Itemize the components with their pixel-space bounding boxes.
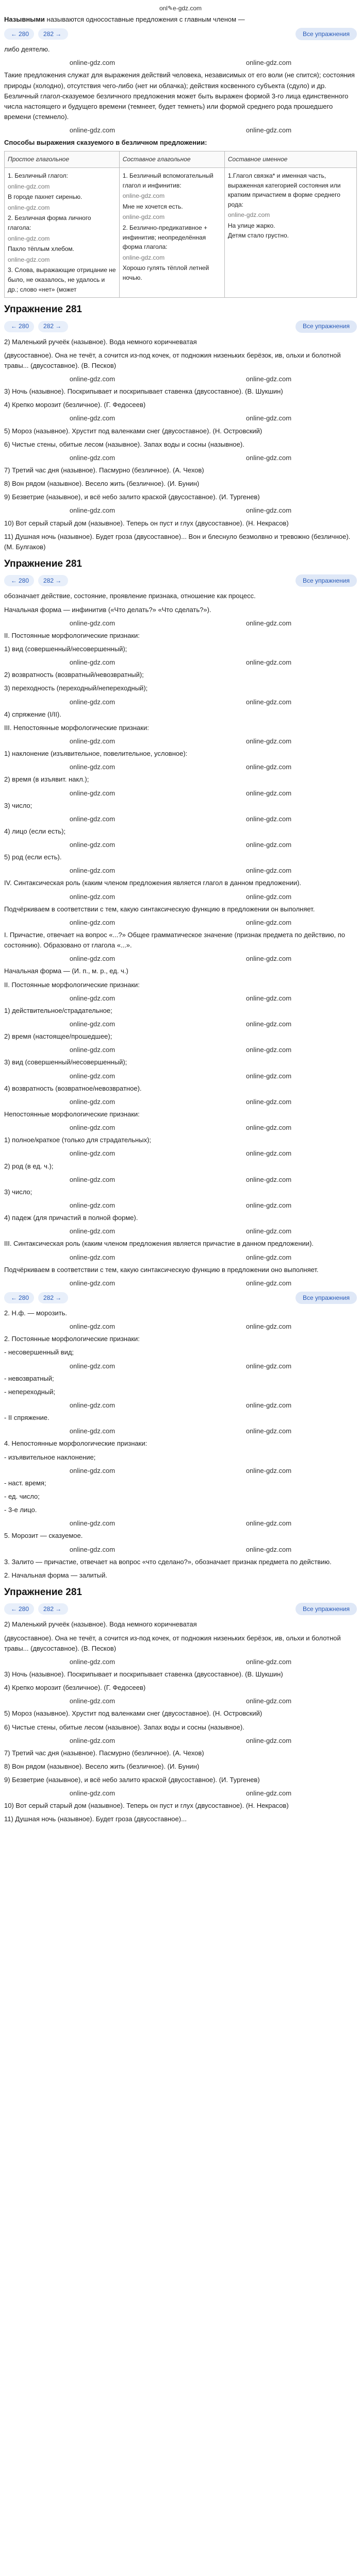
theory-paragraph: Такие предложения служат для выражения действий человека, независимых от его воли (не спится); состояния природы (холодно), отсутствия чего-либо (нет ни облачка); действия косвенного субъекта (сдуло) и др. Безличный глагол-сказуемое безличного предложения может быть выражен формой 3-го лица единственного числа настоящего и будущего времени (темнеет, будет темнеть) или формой среднего рода прошедшего времени (стемнело). [4,71,355,121]
parse-line: Начальная форма — (И. п., м. р., ед. ч.) [4,967,128,975]
parse-line: 2) возвратность (возвратный/невозвратный); [4,671,144,679]
parse-line: 4) спряжение (I/II). [4,710,61,718]
parse-line: 4) возвратность (возвратное/невозвратное). [4,1084,142,1092]
answer-section-2: Упражнение 281 ← 280 282 → Все упражнения 2) Маленький ручеёк (назывное). Вода немного коричневатая (двусоставное). Она не течёт, а сочится из-под кочек, от подножия низеньких берёзок, ив, ольхи и болотной травы... (двусоставное). (В. Песков) online-gdz.com online-gdz.com 3) Ночь (назывное). Поскрипывает и поскрипывает ставенка (двусоставное). (В. Шукшин) 4) Крепко морозит (безличное). (Г. Федосеев) online-gdz.com online-gdz.com 5) Мороз (назывное). Хрустит под валенками снег (двусоставное). (Н. Островский) 6) Чистые стены, обитые лесом (назывное). Запах воды и сосны (назывное). online-gdz.com online-gdz.com 7) Третий час дня (назывное). Пасмурно (безличное). (А. Чехов) 8) Вон рядом (назывное). Весело жить (безличное). (И. Бунин) 9) Безветрие (назывное), и всё небо залито краской (двусоставное). (И. Тургенев) online-gdz.com online-gdz.com 10) Вот серый старый дом (назывное). Теперь он пуст и глух (двусоставное). (Н. Некрасов) 11) Душная ночь (назывное). Будет гроза (двусоставное)... [0,1585,361,1825]
table-header: Составное глагольное [119,151,224,168]
exercise-nav [4,574,357,587]
arrow-left-icon: ← [11,1294,17,1301]
verb-parse-line: - 3-е лицо. [4,1506,37,1514]
site-logo[interactable]: onl✎e-gdz.com [159,5,202,12]
verb-parse-line: 2. Постоянные морфологические признаки: [4,1335,140,1343]
all-exercises-button[interactable]: Все упражнения [296,1292,357,1304]
next-exercise-button[interactable]: 282 → [38,321,68,332]
answer-line: 2) Маленький ручеёк (назывное). Вода немного коричневатая [4,337,197,346]
all-exercises-button[interactable]: Все упражнения [296,320,357,333]
exercise-title: Упражнение 281 [4,304,82,315]
table-header: Составное именное [224,151,356,168]
answer-line: 7) Третий час дня (назывное). Пасмурно (безличное). (А. Чехов) [4,466,204,474]
table-header: Простое глагольное [5,151,120,168]
all-exercises-button[interactable]: Все упражнения [296,574,357,587]
verb-parse-line: - наст. время; [4,1479,46,1487]
prev-exercise-button[interactable]: ← 280 [4,1603,34,1615]
prev-exercise-button[interactable]: ← 280 [4,28,34,40]
answer-line: 9) Безветрие (назывное), и всё небо залито краской (двусоставное). (И. Тургенев) [4,1776,260,1784]
verb-parse-line: - II спряжение. [4,1414,50,1422]
exercise-nav [4,1603,357,1615]
answer-line: 4) Крепко морозит (безличное). (Г. Федосеев) [4,1684,146,1692]
verb-parse-line: 2. Начальная форма — залитый. [4,1571,107,1579]
answer-line: 6) Чистые стены, обитые лесом (назывное). Запах воды и сосны (назывное). [4,440,244,448]
prev-exercise-button[interactable]: ← 280 [4,321,34,332]
answer-line: 5) Мороз (назывное). Хрустит под валенками снег (двусоставное). (Н. Островский) [4,427,262,435]
parse-line: II. Постоянные морфологические признаки: [4,980,140,989]
parse-line: 4) падеж (для причастий в полной форме). [4,1214,138,1222]
exercise-nav [4,320,357,333]
parse-line: 1) действительное/страдательное; [4,1006,112,1014]
parse-line: 5) род (если есть). [4,853,62,861]
answer-line: 11) Душная ночь (назывное). Будет гроза (двусоставное)... [4,1815,187,1823]
parse-line: 3) вид (совершенный/несовершенный); [4,1058,127,1066]
intro-line2: либо деятелю. [4,45,50,54]
all-exercises-button[interactable]: Все упражнения [296,28,357,40]
answer-line: 7) Третий час дня (назывное). Пасмурно (безличное). (А. Чехов) [4,1749,204,1757]
parse-line: 2) время (в изъявит. накл.); [4,775,89,784]
exercise-title: Упражнение 281 [4,1586,82,1598]
ways-title: Способы выражения сказуемого в безличном предложении: [4,139,207,147]
arrow-left-icon: ← [11,323,17,330]
verb-parse-line: - непереходный; [4,1387,56,1396]
arrow-right-icon: → [55,30,62,38]
exercise-nav [4,1292,357,1304]
parse-line: II. Постоянные морфологические признаки: [4,631,140,639]
verb-parse-line: 2. Н.ф. — морозить. [4,1309,68,1317]
arrow-right-icon: → [55,1605,62,1613]
intro-bold: Назывными [4,15,45,23]
next-exercise-button[interactable]: 282 → [38,1603,68,1615]
prev-exercise-button[interactable]: ← 280 [4,1292,34,1303]
table-cell: 1. Безличный глагол: online-gdz.com В городе пахнет сиренью. online-gdz.com 2. Безличная форма личного глагола: online-gdz.com Пахло тёплым хлебом. online-gdz.com 3. Слова, выражающие отрицание не было, не оказалось, не удалось и др.; слово «нет» (может [5,168,120,298]
parse-line: Непостоянные морфологические признаки: [4,1110,140,1118]
verb-parse-section: 2. Н.ф. — морозить. online-gdz.com online-gdz.com 2. Постоянные морфологические признаки: - несовершенный вид; online-gdz.com online-gdz.com - невозвратный; - непереходный; online-gdz.com online-gdz.com - II спряжение. online-gdz.com online-gdz.com 4. Непостоянные морфологические признаки: - изъявительное наклонение; online-gdz.com online-gdz.com - наст. время; - ед. число; - 3-е лицо. online-gdz.com online-gdz.com 5. Морозит — сказуемое. online-gdz.com online-gdz.com 3. Залито — причастие, отвечает на вопрос «что сделано?», обозначает признак предмета по действию. 2. Начальная форма — залитый. [0,1308,361,1581]
table-cell: 1.Глагол связка* и именная часть, выраженная категорией состояния или кратким причастием в форме среднего рода: online-gdz.com На улице жарко. Детям стало грустно. [224,168,356,298]
answer-line: 5) Мороз (назывное). Хрустит под валенками снег (двусоставное). (Н. Островский) [4,1709,262,1718]
parse-line: Начальная форма — инфинитив («Что делать?» «Что сделать?»). [4,605,211,614]
answer-line: 9) Безветрие (назывное), и всё небо залито краской (двусоставное). (И. Тургенев) [4,493,260,501]
arrow-right-icon: → [55,323,62,330]
verb-parse-line: - невозвратный; [4,1374,54,1382]
next-exercise-button[interactable]: 282 → [38,28,68,40]
next-exercise-button[interactable]: 282 → [38,1292,68,1303]
answer-line: 8) Вон рядом (назывное). Весело жить (безличное). (И. Бунин) [4,480,200,488]
parse-line: 1) наклонение (изъявительное, повелительное, условное): [4,750,188,758]
parse-line: 2) время (настоящее/прошедшее); [4,1032,112,1041]
parse-line: 3) число; [4,801,32,809]
parse-line: Подчёркиваем в соответствии с тем, какую синтаксическую функцию в предложении оно выполняет. [4,1265,319,1274]
intro-paragraph [4,14,357,25]
table-cell: 1. Безличный вспомогательный глагол и инфинитив: online-gdz.com Мне не хочется есть. online-gdz.com 2. Безлично-предикативное + инфинитив; неопределённая форма глагола: online-gdz.com Хорошо гулять тёплой летней ночью. [119,168,224,298]
parse-line: 3) переходность (переходный/непереходный); [4,684,148,692]
intro-rest: называются односоставные предложения с главным членом — [44,15,245,23]
predicate-table [4,151,357,298]
next-exercise-button[interactable]: 282 → [38,575,68,586]
answer-line: 10) Вот серый старый дом (назывное). Теперь он пуст и глух (двусоставное). (Н. Некрасов) [4,519,289,527]
answer-line: 2) Маленький ручеёк (назывное). Вода немного коричневатая [4,1620,197,1629]
site-header [0,0,361,14]
verb-parse-line: 5. Морозит — сказуемое. [4,1532,83,1540]
verb-parse-line: 3. Залито — причастие, отвечает на вопрос «что сделано?», обозначает признак предмета по действию. [4,1557,332,1566]
answer-line: 4) Крепко морозит (безличное). (Г. Федосеев) [4,401,146,409]
arrow-left-icon: ← [11,1605,17,1613]
parse-line: 1) вид (совершенный/несовершенный); [4,645,127,653]
exercise-nav [4,28,357,40]
parse-line: IV. Синтаксическая роль (каким членом предложения является глагол в данном предложении). [4,879,302,887]
parse-line: обозначает действие, состояние, проявление признака, отношение как процесс. [4,592,256,600]
answer-line: 8) Вон рядом (назывное). Весело жить (безличное). (И. Бунин) [4,1762,200,1770]
arrow-right-icon: → [55,1294,62,1301]
answer-line: 6) Чистые стены, обитые лесом (назывное). Запах воды и сосны (назывное). [4,1723,244,1731]
verb-parse-line: - ед. число; [4,1492,40,1500]
parse-line: 1) полное/краткое (только для страдательных); [4,1136,152,1144]
arrow-right-icon: → [55,577,62,585]
parsing-section: Упражнение 281 ← 280 282 → Все упражнения обозначает действие, состояние, проявление признака, отношение как процесс. Начальная форма — инфинитив («Что делать?» «Что сделать?»). online-gdz.com online-gdz.com II. Постоянные морфологические признаки: 1) вид (совершенный/несовершенный); online-gdz.com online-gdz.com 2) возвратность (возвратный/невозвратный); 3) переходность (переходный/непереходный); online-gdz.com online-gdz.com 4) спряжение (I/II). III. Непостоянные морфологические признаки: online-gdz.com online-gdz.com 1) наклонение (изъявительное, повелительное, условное): online-gdz.com online-gdz.com 2) время (в изъявит. накл.); online-gdz.com online-gdz.com 3) число; online-gdz.com online-gdz.com 4) лицо (если есть); online-gdz.com online-gdz.com 5) род (если есть). online-gdz.com online-gdz.com IV. Синтаксическая роль (каким членом предложения является глагол в данном предложении). online-gdz.com online-gdz.com Подчёркиваем в соответствии с тем, какую синтаксическую функцию в предложении он выполняет. online-gdz.com online-gdz.com I. Причастие, отвечает на вопрос «...?» Общее грамматическое значение (признак предмета по действию, по состоянию). Образовано от глагола «...». online-gdz.com online-gdz.com Начальная форма — (И. п., м. р., ед. ч.) II. Постоянные морфологические признаки: online-gdz.com online-gdz.com 1) действительное/страдательное; online-gdz.com online-gdz.com 2) время (настоящее/прошедшее); online-gdz.com online-gdz.com 3) вид (совершенный/несовершенный); online-gdz.com online-gdz.com 4) возвратность (возвратное/невозвратное). online-gdz.com online-gdz.com Непостоянные морфологические признаки: online-gdz.com online-gdz.com 1) полное/краткое (только для страдательных); online-gdz.com online-gdz.com 2) род (в ед. ч.); online-gdz.com online-gdz.com 3) число; online-gdz.com online-gdz.com 4) падеж (для причастий в полной форме). online-gdz.com online-gdz.com III. Синтаксическая роль (каким членом предложения является причастие в данном предложении). online-gdz.com online-gdz.com Подчёркиваем в соответствии с тем, какую синтаксическую функцию в предложении оно выполняет. online-gdz.com online-gdz.com ← 280 282 → Все упражнения [0,556,361,1304]
answer-line: (двусоставное). Она не течёт, а сочится из-под кочек, от подножия низеньких берёзок, ив, ольхи и болотной травы... (двусоставное). (В. Песков) [4,1634,341,1652]
parse-line: 4) лицо (если есть); [4,827,66,835]
answer-line: 3) Ночь (назывное). Поскрипывает и поскрипывает ставенка (двусоставное). (В. Шукшин) [4,387,283,396]
answer-line: 10) Вот серый старый дом (назывное). Теперь он пуст и глух (двусоставное). (Н. Некрасов) [4,1802,289,1810]
parse-line: 2) род (в ед. ч.); [4,1162,54,1170]
verb-parse-line: - несовершенный вид; [4,1348,74,1357]
parse-line: I. Причастие, отвечает на вопрос «...?» Общее грамматическое значение (признак предмета по действию, по состоянию). Образовано от глагола «...». [4,931,346,950]
parse-line: III. Непостоянные морфологические признаки: [4,723,149,732]
parse-line: III. Синтаксическая роль (каким членом предложения является причастие в данном предложении). [4,1240,314,1248]
prev-exercise-button[interactable]: ← 280 [4,575,34,586]
answer-line: 3) Ночь (назывное). Поскрипывает и поскрипывает ставенка (двусоставное). (В. Шукшин) [4,1670,283,1678]
verb-parse-line: 4. Непостоянные морфологические признаки: [4,1439,147,1448]
parse-line: 3) число; [4,1188,32,1196]
answer-line: 11) Душная ночь (назывное). Будет гроза (двусоставное)... Вон и блеснуло безмолвно и тревожно (безличное). (М. Булгаков) [4,532,351,551]
verb-parse-line: - изъявительное наклонение; [4,1453,96,1461]
answer-line: (двусоставное). Она не течёт, а сочится из-под кочек, от подножия низеньких берёзок, ив, ольхи и болотной травы... (двусоставное). (В. Песков) [4,351,341,369]
answer-section-1: Упражнение 281 ← 280 282 → Все упражнения 2) Маленький ручеёк (назывное). Вода немного коричневатая (двусоставное). Она не течёт, а сочится из-под кочек, от подножия низеньких берёзок, ив, ольхи и болотной травы... (двусоставное). (В. Песков) online-gdz.com online-gdz.com 3) Ночь (назывное). Поскрипывает и поскрипывает ставенка (двусоставное). (В. Шукшин) 4) Крепко морозит (безличное). (Г. Федосеев) online-gdz.com online-gdz.com 5) Мороз (назывное). Хрустит под валенками снег (двусоставное). (Н. Островский) 6) Чистые стены, обитые лесом (назывное). Запах воды и сосны (назывное). online-gdz.com online-gdz.com 7) Третий час дня (назывное). Пасмурно (безличное). (А. Чехов) 8) Вон рядом (назывное). Весело жить (безличное). (И. Бунин) 9) Безветрие (назывное), и всё небо залито краской (двусоставное). (И. Тургенев) online-gdz.com online-gdz.com 10) Вот серый старый дом (назывное). Теперь он пуст и глух (двусоставное). (Н. Некрасов) 11) Душная ночь (назывное). Будет гроза (двусоставное)... Вон и блеснуло безмолвно и тревожно (безличное). (М. Булгаков) [0,302,361,552]
arrow-left-icon: ← [11,30,17,38]
all-exercises-button[interactable]: Все упражнения [296,1603,357,1615]
theory-section: Назывными называются односоставные предложения с главным членом — ← 280 282 → Все упражнения либо деятелю. online-gdz.com online-gdz.com Такие предложения служат для выражения действий человека, независимых от его воли (не спится); состояния природы (холодно), отсутствия чего-либо (нет ни облачка); действия косвенного субъекта (сдуло) и др. Безличный глагол-сказуемое безличного предложения может быть выражен формой 3-го лица единственного числа настоящего и будущего времени (темнеет, будет темнеть) или формой среднего рода прошедшего времени (стемнело). online-gdz.com online-gdz.com Способы выражения сказуемого в безличном предложении: Простое глагольное Составное глагольное Составное именное 1. Безличный глагол: online-gdz.com В городе пахнет сиренью. online-gdz.com 2. Безличная форма личного глагола: online-gdz.com Пахло тёплым хлебом. online-gdz.com 3. Слова, выражающие отрицание не было, не оказалось, не удалось и др.; слово «нет» (может 1. Безличный вспомогательный глагол и инфинитив: online-gdz.com Мне не хочется есть. online-gdz.com 2. Безлично-предикативное + инфинитив; неопределённая форма глагола: online-gdz.com Хорошо гулять тёплой летней ночью. 1.Глагол связка* и именная часть, выраженная категорией состояния или кратким причастием в форме среднего рода: online-gdz.com На улице жарко. Детям стало грустно. [0,14,361,298]
watermark-row: online-gdz.com online-gdz.com [69,59,292,67]
exercise-title: Упражнение 281 [4,558,82,569]
parse-line: Подчёркиваем в соответствии с тем, какую синтаксическую функцию в предложении он выполняет. [4,905,315,913]
arrow-left-icon: ← [11,577,17,585]
